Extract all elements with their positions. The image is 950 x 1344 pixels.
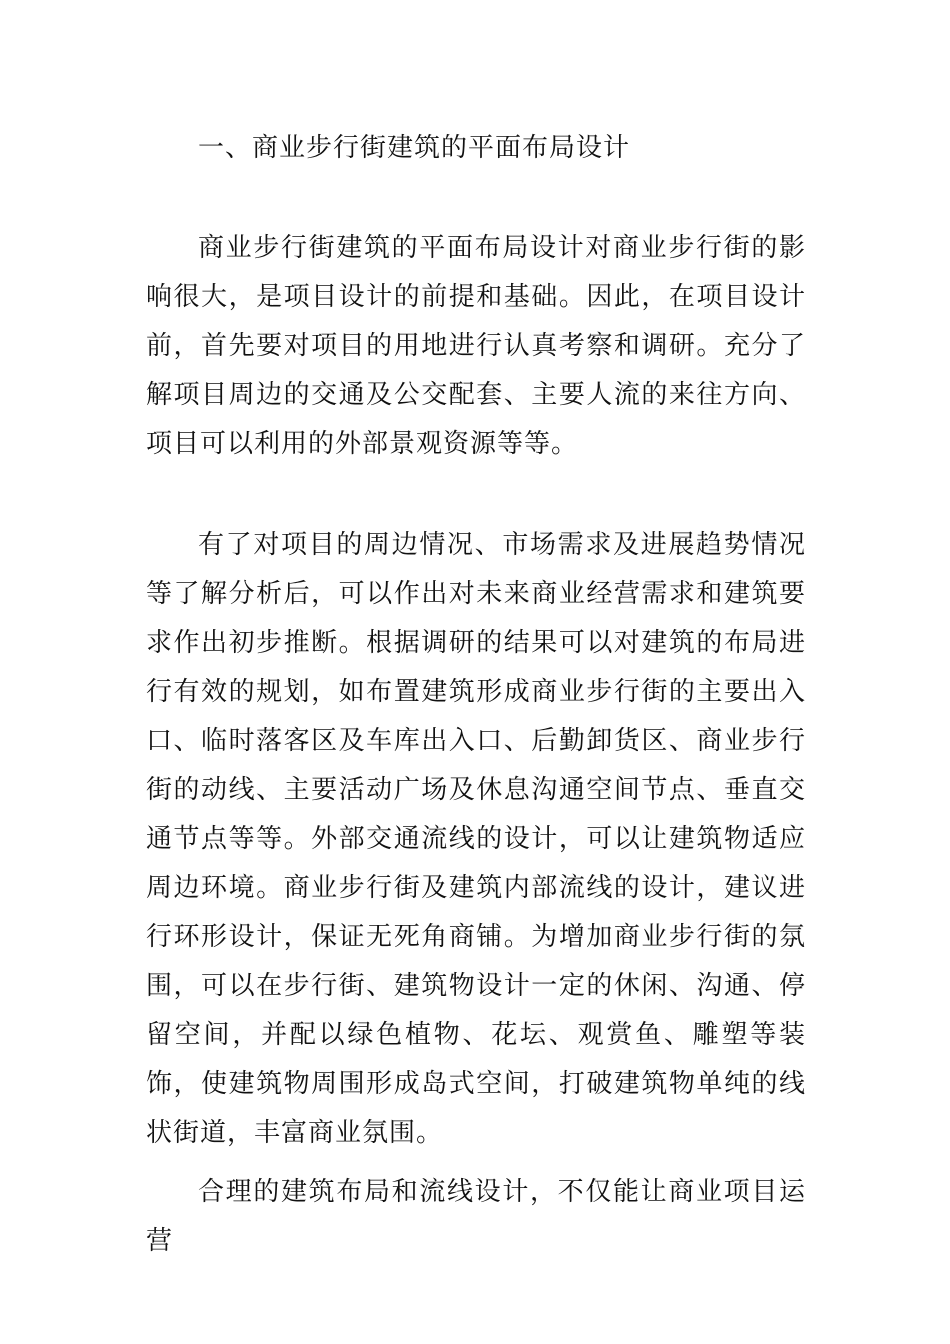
section-heading: 一、商业步行街建筑的平面布局设计 (198, 133, 631, 163)
paragraph-circulation-design: 合理的建筑布局和流线设计，不仅能让商业项目运营 (146, 1177, 806, 1256)
paragraph-layout-importance: 商业步行街建筑的平面布局设计对商业步行街的影响很大，是项目设计的前提和基础。因此，在项目设计前，首先要对项目的用地进行认真考察和调研。充分了解项目周边的交通及公交配套、主要人流的来往方向、项目可以利用的外部景观资源等等。 (146, 233, 806, 459)
paragraph-planning-analysis: 有了对项目的周边情况、市场需求及进展趋势情况等了解分析后，可以作出对未来商业经营需求和建筑要求作出初步推断。根据调研的结果可以对建筑的布局进行有效的规划，如布置建筑形成商业步行街的主要出入口、临时落客区及车库出入口、后勤卸货区、商业步行街的动线、主要活动广场及休息沟通空间节点、垂直交通节点等等。外部交通流线的设计，可以让建筑物适应周边环境。商业步行街及建筑内部流线的设计，建议进行环形设计，保证无死角商铺。为增加商业步行街的氛围，可以在步行街、建筑物设计一定的休闲、沟通、停留空间，并配以绿色植物、花坛、观赏鱼、雕塑等装饰，使建筑物周围形成岛式空间，打破建筑物单纯的线状街道，丰富商业氛围。 (146, 530, 806, 1148)
